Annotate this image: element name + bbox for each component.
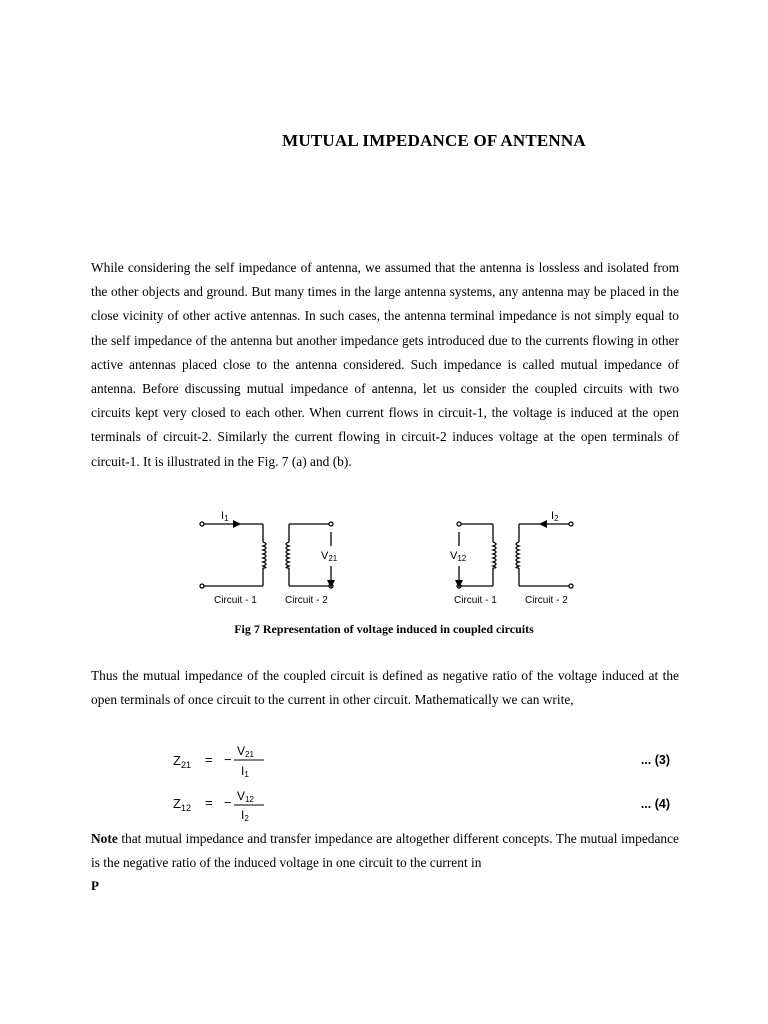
svg-text:−: − (224, 752, 232, 767)
terminal-icon (200, 522, 204, 526)
equation-formula (170, 788, 300, 828)
voltage-label: V21 (321, 550, 338, 563)
svg-text:Z12: $Z_{12}$ (173, 796, 191, 813)
page-title: MUTUAL IMPEDANCE OF ANTENNA (282, 131, 586, 150)
paragraph-definition: Thus the mutual impedance of the coupled circuit is defined as negative ratio of the voltage induced at the open terminals of once circuit to the current in other circuit. Mathematically we can write, (91, 668, 679, 708)
coil-icon (286, 542, 289, 568)
svg-text:−: − (224, 795, 232, 810)
coupled-circuits-figure (195, 508, 595, 608)
voltage-label: V12 (450, 550, 467, 563)
voltage-arrow-icon (327, 580, 335, 588)
svg-text:V21: V21 (237, 744, 254, 759)
svg-text:V12: V12 (237, 789, 254, 804)
svg-text:I1: I1 (241, 764, 249, 779)
terminal-icon (200, 584, 204, 588)
coupled-circuits-diagram (195, 508, 595, 608)
page-marker: P (91, 878, 99, 893)
coil-icon (493, 542, 496, 568)
svg-text:Z21: $Z_{21}$ (173, 753, 191, 770)
circuit-label: Circuit - 1 (454, 595, 497, 606)
circuit-label: Circuit - 2 (285, 595, 328, 606)
svg-text:=: = (205, 752, 213, 767)
paragraph-note (91, 827, 679, 875)
terminal-icon (329, 522, 333, 526)
svg-text:=: = (205, 795, 213, 810)
terminal-icon (569, 522, 573, 526)
terminal-icon (457, 522, 461, 526)
figure-caption: Fig 7 Representation of voltage induced in coupled circuits (234, 622, 534, 636)
svg-text:I2: I2 (241, 808, 249, 823)
note-label: Note (91, 831, 118, 846)
current-label: I1 (221, 510, 229, 523)
current-arrow-icon (539, 520, 547, 528)
equation-number: ... (4) (640, 797, 670, 811)
equation-3 (170, 744, 670, 784)
coil-icon (516, 542, 519, 568)
current-label: I2 (551, 510, 559, 523)
current-arrow-icon (233, 520, 241, 528)
terminal-icon (569, 584, 573, 588)
circuit-label: Circuit - 1 (214, 595, 257, 606)
equation-formula (170, 744, 300, 784)
equation-number: ... (3) (640, 753, 670, 767)
coil-icon (263, 542, 266, 568)
note-text: that mutual impedance and transfer impedance are altogether different concepts. The mutual impedance is the negative ratio of the induced voltage in one circuit to the current in (91, 831, 679, 871)
paragraph-intro: While considering the self impedance of antenna, we assumed that the antenna is lossless and isolated from the other objects and ground. But many times in the large antenna systems, any antenna may be placed in the close vicinity of other active antennas. In such cases, the antenna terminal impedance is not simply equal to the self impedance of the antenna but another impedance gets introduced due to the currents flowing in other active antennas placed close to the antenna considered. Such impedance is called mutual impedance of antenna. Before discussing mutual impedance of antenna, let us consider the coupled circuits with two circuits kept very closed to each other. When current flows in circuit-1, the voltage is induced at the open terminals of circuit-2. Similarly the current flowing in circuit-2 induces voltage at the open terminals of circuit-1. It is illustrated in the Fig. 7 (a) and (b). (91, 260, 679, 469)
equation-4 (170, 788, 670, 828)
circuit-label: Circuit - 2 (525, 595, 568, 606)
voltage-arrow-icon (455, 580, 463, 588)
